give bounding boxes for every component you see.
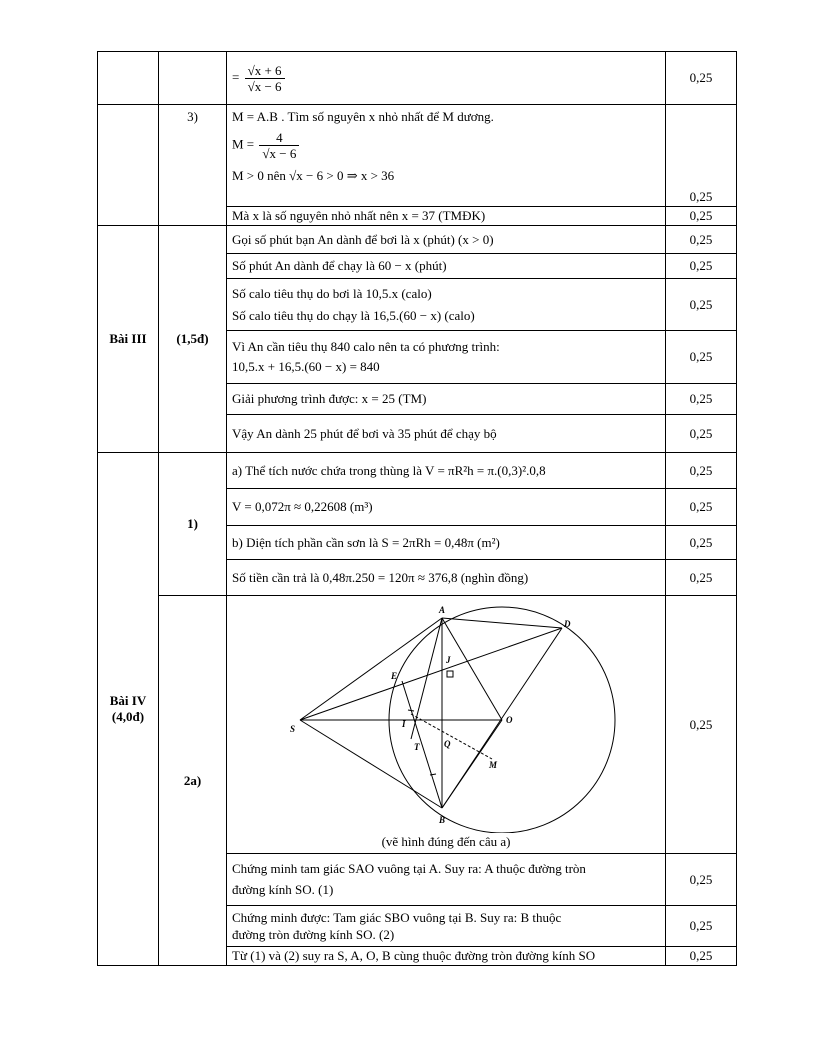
score-cell: 0,25 bbox=[666, 331, 737, 384]
line-sa bbox=[300, 618, 442, 720]
fraction-denominator: √x − 6 bbox=[247, 78, 282, 94]
content-cell: Số phút An dành để chạy là 60 − x (phút) bbox=[227, 254, 666, 279]
content-cell bbox=[227, 279, 666, 331]
label-o: O bbox=[506, 714, 513, 725]
m-formula bbox=[232, 130, 660, 161]
section-points: (4,0đ) bbox=[111, 709, 145, 724]
score-cell: 0,25 bbox=[666, 52, 737, 105]
part-label: 2a) bbox=[159, 596, 227, 966]
content-cell: Số tiền cần trả là 0,48π.250 = 120π ≈ 376,8 (nghìn đồng) bbox=[227, 560, 666, 596]
label-b: B bbox=[439, 814, 446, 825]
content-cell: Gọi số phút bạn An dành để bơi là x (phút) (x > 0) bbox=[227, 226, 666, 254]
section-label: Bài III bbox=[98, 226, 159, 453]
table-row bbox=[98, 453, 737, 489]
fraction bbox=[245, 63, 285, 94]
content-cell: Mà x là số nguyên nhỏ nhất nên x = 37 (TMĐK) bbox=[227, 207, 666, 226]
line-text: đường kính SO. (1) bbox=[232, 882, 334, 897]
score-cell: 0,25 bbox=[666, 854, 737, 906]
label-a: A bbox=[439, 604, 446, 615]
geometry-figure bbox=[236, 601, 656, 833]
line-eb bbox=[402, 681, 442, 808]
col-section bbox=[98, 105, 159, 226]
label-d: D bbox=[564, 618, 571, 629]
score-cell: 0,25 bbox=[666, 453, 737, 489]
line-text: 10,5.x + 16,5.(60 − x) = 840 bbox=[232, 359, 380, 374]
line-text: Số calo tiêu thụ do chạy là 16,5.(60 − x) (calo) bbox=[232, 307, 475, 323]
content-cell bbox=[227, 331, 666, 384]
table-row bbox=[98, 226, 737, 254]
content-cell: a) Thể tích nước chứa trong thùng là V = πR²h = π.(0,3)².0,8 bbox=[227, 453, 666, 489]
answer-table bbox=[97, 51, 737, 966]
line-text: Số calo tiêu thụ do bơi là 10,5.x (calo) bbox=[232, 285, 432, 301]
score-cell: 0,25 bbox=[666, 384, 737, 415]
score-cell: 0,25 bbox=[666, 489, 737, 526]
content-cell bbox=[227, 52, 666, 105]
col-part bbox=[159, 52, 227, 105]
score-cell: 0,25 bbox=[666, 560, 737, 596]
label-t: T bbox=[414, 741, 420, 752]
score-cell: 0,25 bbox=[666, 254, 737, 279]
tick-mark bbox=[408, 710, 414, 711]
section-label bbox=[98, 453, 159, 966]
content-cell bbox=[227, 105, 666, 207]
line-text: đường tròn đường kính SO. (2) bbox=[232, 927, 395, 942]
col-section bbox=[98, 52, 159, 105]
section-points: (1,5đ) bbox=[159, 226, 227, 453]
line-text: Chứng minh được: Tam giác SBO vuông tại B. Suy ra: B thuộc bbox=[232, 910, 562, 925]
score-cell: 0,25 bbox=[666, 596, 737, 854]
line-sd bbox=[300, 628, 562, 720]
m-equals: M = bbox=[232, 136, 255, 152]
content-cell: Giải phương trình được: x = 25 (TM) bbox=[227, 384, 666, 415]
question-text: M = A.B . Tìm số nguyên x nhỏ nhất để M dương. bbox=[232, 109, 494, 124]
content-cell bbox=[227, 906, 666, 947]
table-row bbox=[98, 52, 737, 105]
score-cell: 0,25 bbox=[666, 279, 737, 331]
content-cell: V = 0,072π ≈ 0,22608 (m³) bbox=[227, 489, 666, 526]
condition-text: M > 0 nên √x − 6 > 0 ⇒ x > 36 bbox=[232, 168, 395, 183]
content-cell: b) Diện tích phần cần sơn là S = 2πRh = 0,48π (m²) bbox=[227, 526, 666, 560]
label-j: J bbox=[446, 654, 451, 665]
line-ao bbox=[442, 618, 502, 720]
content-cell bbox=[227, 854, 666, 906]
content-cell: Từ (1) và (2) suy ra S, A, O, B cùng thuộc đường tròn đường kính SO bbox=[227, 947, 666, 966]
score-cell: 0,25 bbox=[666, 207, 737, 226]
equals-sign: = bbox=[232, 68, 240, 84]
right-angle-mark bbox=[447, 671, 453, 677]
fraction-numerator: 4 bbox=[259, 130, 299, 146]
score-cell: 0,25 bbox=[666, 947, 737, 966]
line-ad bbox=[442, 618, 562, 628]
label-e: E bbox=[391, 670, 398, 681]
part-label: 3) bbox=[159, 105, 227, 226]
line-sb bbox=[300, 720, 442, 808]
fraction bbox=[259, 130, 299, 161]
score-cell: 0,25 bbox=[666, 226, 737, 254]
label-q: Q bbox=[444, 738, 451, 749]
figure-cell bbox=[227, 596, 666, 854]
content-cell: Vậy An dành 25 phút để bơi và 35 phút để chạy bộ bbox=[227, 415, 666, 453]
line-text: Chứng minh tam giác SAO vuông tại A. Suy ra: A thuộc đường tròn bbox=[232, 861, 586, 876]
score-cell: 0,25 bbox=[666, 105, 737, 207]
label-s: S bbox=[290, 723, 296, 734]
line-text: Vì An cần tiêu thụ 840 calo nên ta có phương trình: bbox=[232, 339, 500, 354]
figure-caption: (vẽ hình đúng đến câu a) bbox=[381, 833, 511, 849]
fraction-denominator: √x − 6 bbox=[262, 146, 297, 161]
score-cell: 0,25 bbox=[666, 526, 737, 560]
section-title: Bài IV bbox=[109, 693, 147, 708]
score-cell: 0,25 bbox=[666, 415, 737, 453]
table-row bbox=[98, 105, 737, 207]
label-m: M bbox=[489, 759, 498, 770]
score-cell: 0,25 bbox=[666, 906, 737, 947]
part-label: 1) bbox=[159, 453, 227, 596]
fraction-numerator: √x + 6 bbox=[245, 63, 285, 79]
table-row bbox=[98, 596, 737, 854]
label-i: I bbox=[402, 718, 406, 729]
